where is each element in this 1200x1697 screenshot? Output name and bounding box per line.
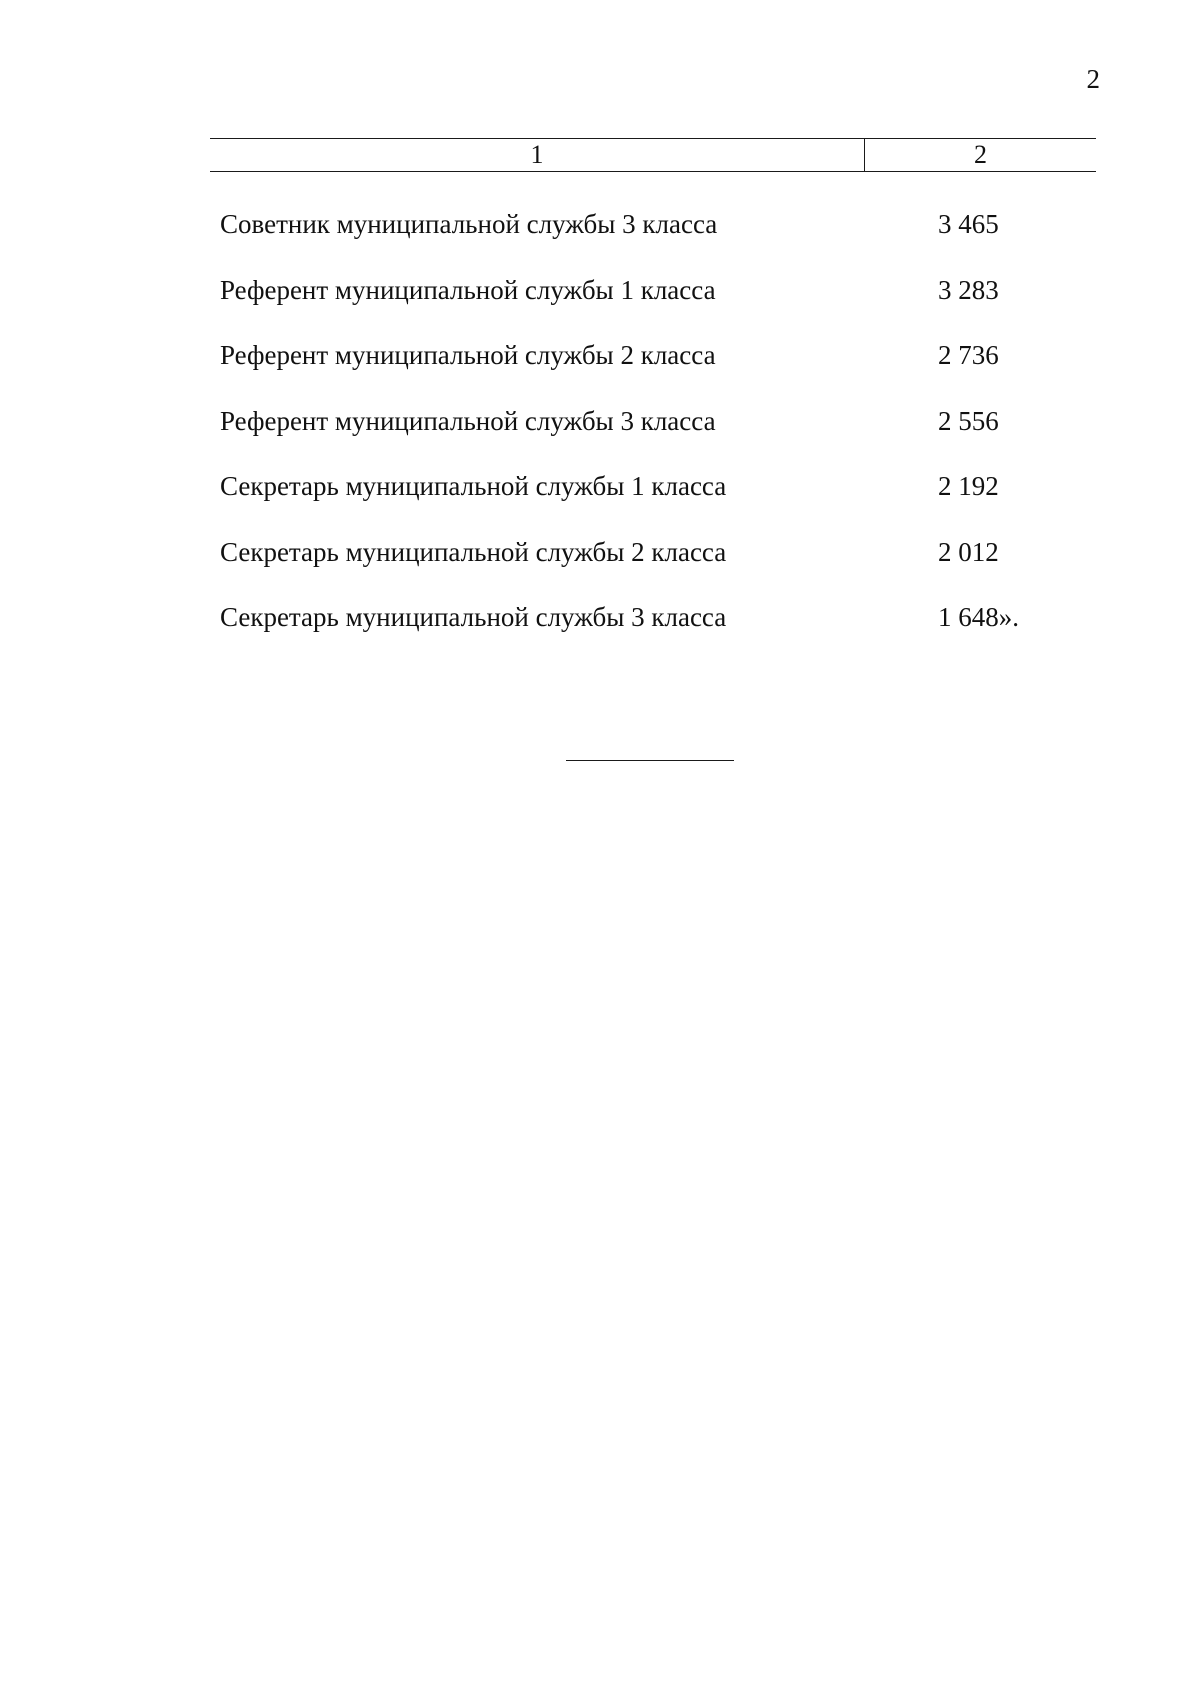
table-row bbox=[220, 270, 1090, 336]
table-row bbox=[220, 466, 1090, 532]
table-header bbox=[210, 138, 1096, 172]
table-row bbox=[220, 401, 1090, 467]
row-value: 2 556 bbox=[938, 405, 999, 436]
row-label: Советник муниципальной службы 3 класса bbox=[220, 209, 718, 239]
row-value: 3 283 bbox=[938, 274, 999, 305]
row-value: 1 648». bbox=[938, 602, 1019, 632]
row-label: Референт муниципальной службы 1 класса bbox=[220, 274, 716, 305]
row-label: Референт муниципальной службы 2 класса bbox=[220, 340, 716, 370]
table-body bbox=[220, 204, 1090, 663]
row-label: Секретарь муниципальной службы 2 класса bbox=[220, 536, 727, 567]
end-divider bbox=[566, 760, 734, 761]
column-header-1: 1 bbox=[530, 140, 544, 169]
table-row bbox=[220, 335, 1090, 401]
row-value: 2 012 bbox=[938, 536, 999, 567]
page-number: 2 bbox=[1086, 64, 1100, 94]
row-label: Референт муниципальной службы 3 класса bbox=[220, 405, 716, 436]
table-row bbox=[220, 597, 1090, 663]
column-header-2: 2 bbox=[864, 139, 1096, 171]
row-value: 3 465 bbox=[938, 209, 999, 239]
row-label: Секретарь муниципальной службы 1 класса bbox=[220, 471, 727, 501]
row-label: Секретарь муниципальной службы 3 класса bbox=[220, 602, 727, 632]
row-value: 2 192 bbox=[938, 471, 999, 501]
table-row bbox=[220, 532, 1090, 598]
table-row bbox=[220, 204, 1090, 270]
row-value: 2 736 bbox=[938, 340, 999, 370]
